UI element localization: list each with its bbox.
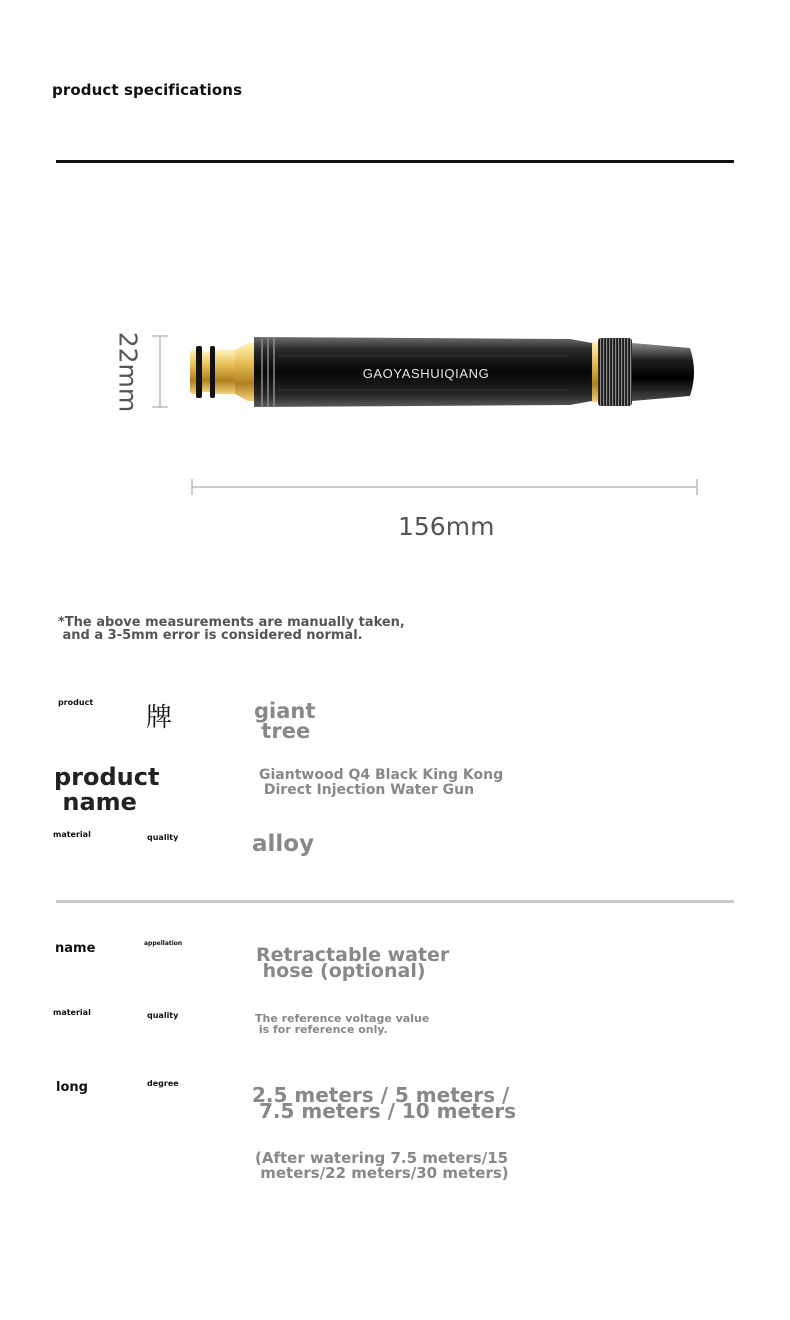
brand-value: giant tree — [254, 699, 316, 743]
water-gun-image — [0, 0, 790, 600]
brand-key-glyph: 牌 — [146, 703, 173, 733]
brand-key: product — [58, 698, 94, 707]
degree-key: degree — [147, 1079, 179, 1088]
middle-divider — [56, 900, 734, 903]
measurement-note: *The above measurements are manually taken, and a 3-5mm error is considered normal. — [58, 615, 405, 643]
product-name-key: product name — [54, 763, 160, 816]
length-label: 156mm — [398, 512, 495, 541]
appellation-key: appellation — [144, 940, 183, 947]
material-value: alloy — [252, 831, 315, 857]
product-name-value: Giantwood Q4 Black King Kong Direct Injection Water Gun — [259, 767, 504, 798]
length-value-note: (After watering 7.5 meters/15 meters/22 meters/30 meters) — [255, 1149, 509, 1182]
height-label-wrap — [108, 330, 148, 414]
quality-key-2: quality — [147, 1011, 179, 1020]
gun-body — [254, 337, 592, 407]
length-value: 2.5 meters / 5 meters / 7.5 meters / 10 meters — [252, 1083, 516, 1123]
nozzle-assembly — [592, 338, 694, 406]
height-label: 22mm — [113, 331, 143, 413]
length-key: long — [56, 1080, 88, 1095]
name-key: name — [55, 941, 96, 956]
material-key-2: material — [53, 1008, 91, 1017]
height-dimension-line — [152, 336, 168, 407]
name-value: Retractable water hose (optional) — [256, 944, 450, 982]
brass-connector — [190, 343, 256, 401]
length-dimension-line — [192, 479, 697, 495]
quality-key: quality — [147, 833, 179, 842]
section-title: product specifications — [52, 81, 243, 99]
engraving-text: GAOYASHUIQIANG — [362, 366, 490, 381]
material-key: material — [53, 830, 91, 839]
material-value-2: The reference voltage value is for reference only. — [255, 1012, 430, 1036]
